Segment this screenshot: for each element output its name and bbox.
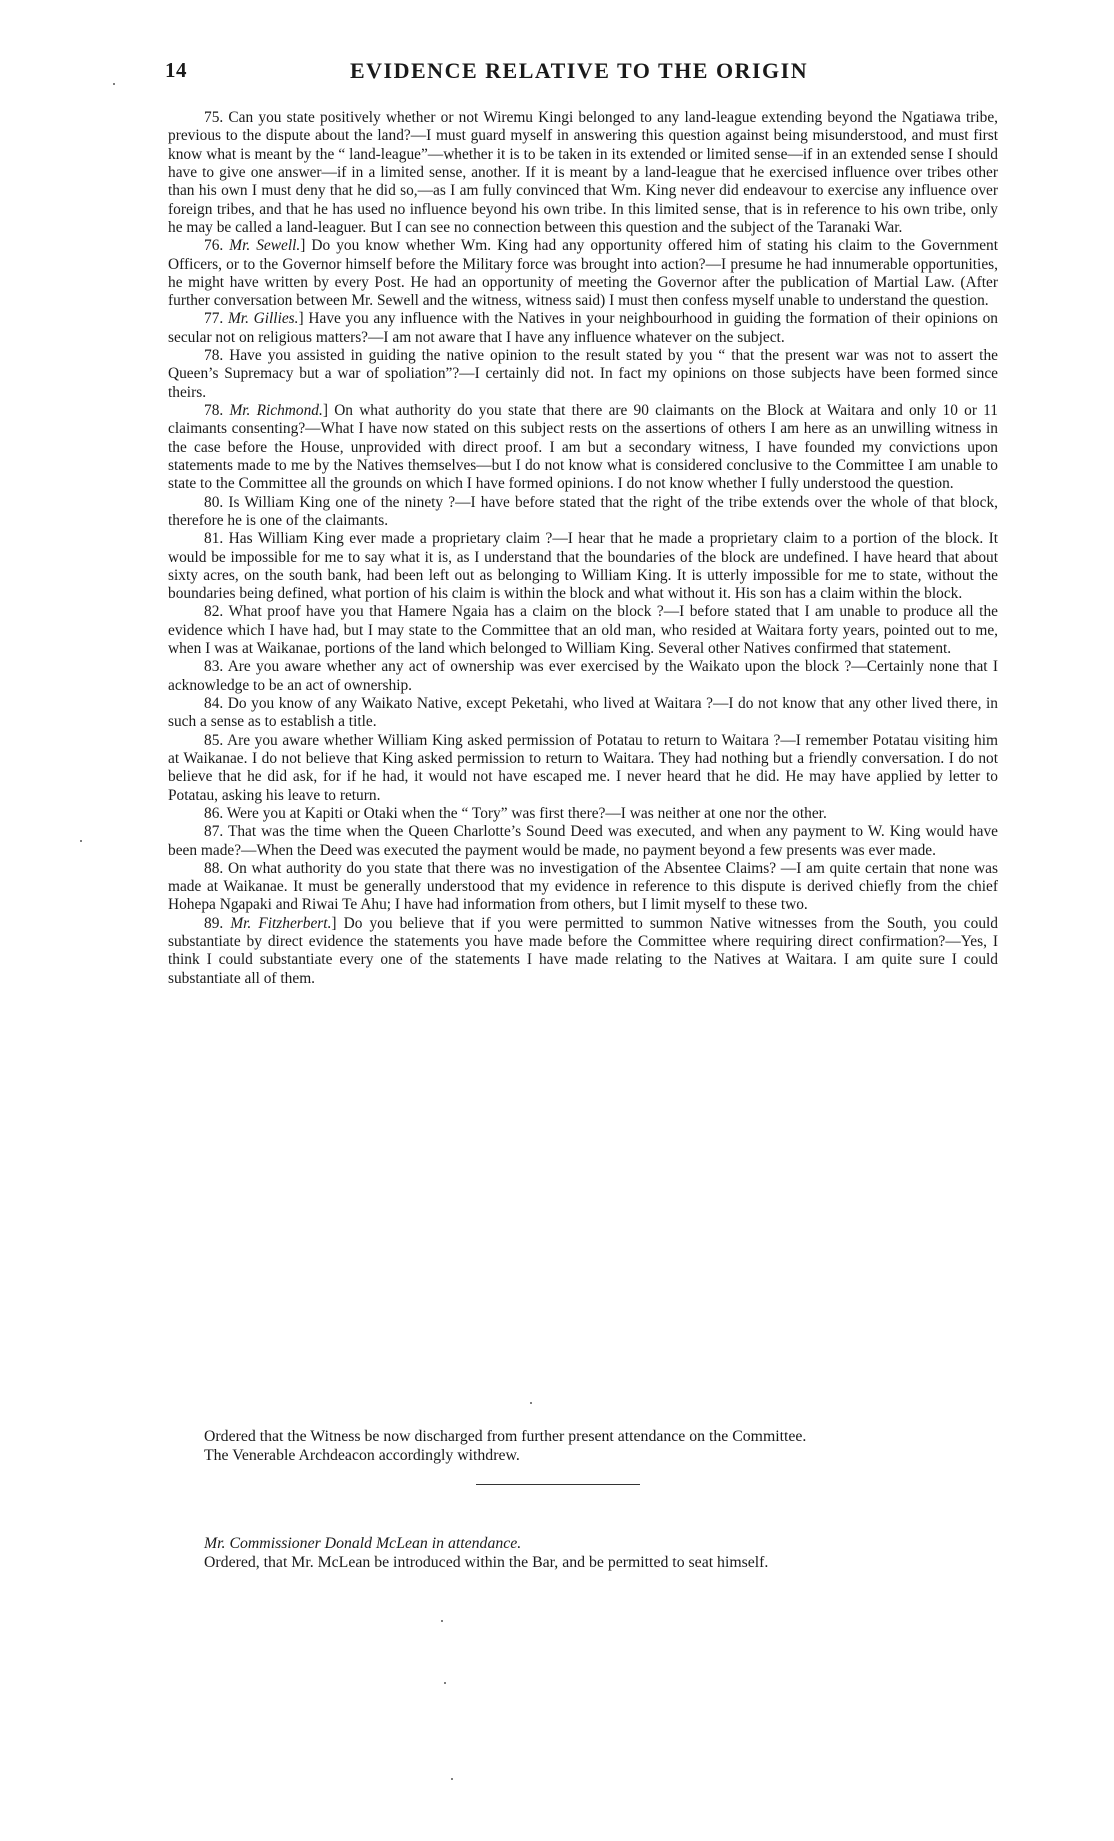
- speaker-name: Mr. Sewell.: [229, 237, 301, 255]
- question-number: 78.: [204, 402, 224, 419]
- question-text: Have you any influence with the Natives in your neighbourhood in guiding the formation of their opinions on secular not on religious matters?—I am not aware that I have any influence whatever on the subject.: [168, 310, 998, 346]
- question-text: Do you believe that if you were permitted to summon Native witnesses from the South, you could substantiate by direct evidence the statements you have made before the Committee where requiring direct confirmation?—Yes, I think I could substantiate every one of the statements I have made relating to the Natives at Waitara. I am quite sure I could substantiate all of them.: [168, 914, 998, 987]
- speaker-name: Mr. Fitzherbert.: [230, 914, 332, 932]
- question-text: 86. Were you at Kapiti or Otaki when the “ Tory” was first there?—I was neither at one nor the other.: [204, 804, 827, 822]
- question-text: 84. Do you know of any Waikato Native, except Peketahi, who lived at Waitara ?—I do not know that any other lived there, in such a sense as to establish a title.: [168, 695, 998, 731]
- running-title: EVIDENCE RELATIVE TO THE ORIGIN: [350, 58, 809, 83]
- question-number: 77.: [204, 310, 224, 328]
- question-text: 85. Are you aware whether William King asked permission of Potatau to return to Waitara ?—I remember Potatau visiting him at Waikanae. I do not believe that King asked permission to return to Waitara. They had nothing but a friendly conversation. I do not believe that he did ask, for if he had, it would not have escaped me. I never heard that he did. He may have applied by letter to Potatau, asking his leave to return.: [168, 731, 998, 804]
- question-text: Do you know whether Wm. King had any opportunity offered him of stating his claim to the Government Officers, or to the Governor himself before the Military force was brought into action?—I presume he had innumerable opportunities, he might have written by every Post. He had an opportunity of meeting the Governor after the publication of Martial Law. (After further conversation between Mr. Sewell and the witness, witness said) I must then confess myself unable to understand the question.: [168, 237, 998, 310]
- question-text: 87. That was the time when the Queen Charlotte’s Sound Deed was executed, and when any payment to W. King would have been made?—When the Deed was executed the payment would be made, no payment beyond a few presents was ever made.: [168, 823, 998, 859]
- margin-speck: [113, 83, 115, 85]
- question-80: [168, 494, 998, 531]
- margin-speck: [441, 1620, 443, 1622]
- discharge-order: [168, 1427, 998, 1465]
- question-78: [168, 347, 998, 402]
- margin-speck: [451, 1778, 453, 1780]
- attendance-note: Mr. Commissioner Donald McLean in attendance.: [204, 1535, 522, 1552]
- margin-speck: [530, 1402, 532, 1404]
- question-86: [168, 805, 998, 823]
- speaker-name: Mr. Richmond.: [229, 402, 323, 419]
- question-87: [168, 823, 998, 860]
- margin-speck: [444, 1682, 446, 1684]
- question-83: [168, 658, 998, 695]
- question-79: 78. Mr. Richmond.] On what authority do you state that there are 90 claimants on the Block at Waitara and only 10 or 11 claimants consenting?—What I have now stated on this subject rests on the assertions of others I am here as an unwilling witness in the case before the House, unprovided with direct proof. I am but a secondary witness, I have founded my convictions upon statements made to me by the Natives themselves—but I do not know what is considered conclusive to the Committee I am unable to state to the Committee all the grounds on which I have formed opinions. I do not know whether I fully understood the question.: [168, 402, 998, 493]
- section-divider: [476, 1484, 640, 1485]
- question-text: On what authority do you state that there are 90 claimants on the Block at Waitara and only 10 or 11 claimants consenting?—What I have now stated on this subject rests on the assertions of others I am here as an unwilling witness in the case before the House, unprovided with direct proof. I am but a secondary witness, I have founded my convictions upon statements made to me by the Natives themselves—but I do not know what is considered conclusive to the Committee I am unable to state to the Committee all the grounds on which I have formed opinions. I do not know whether I fully understood the question.: [168, 402, 998, 493]
- page-number: 14: [165, 58, 187, 82]
- question-76: 76. Mr. Sewell.] Do you know whether Wm. King had any opportunity offered him of stating his claim to the Government Officers, or to the Governor himself before the Military force was brought into action?—I presume he had innumerable opportunities, he might have written by every Post. He had an opportunity of meeting the Governor after the publication of Martial Law. (After further conversation between Mr. Sewell and the witness, witness said) I must then confess myself unable to understand the question.: [168, 237, 998, 310]
- evidence-body: [168, 109, 998, 988]
- question-89: 89. Mr. Fitzherbert.] Do you believe that if you were permitted to summon Native witnesses from the South, you could substantiate by direct evidence the statements you have made before the Committee where requiring direct confirmation?—Yes, I think I could substantiate every one of the statements I have made relating to the Natives at Waitara. I am quite sure I could substantiate all of them.: [168, 914, 998, 987]
- question-88: [168, 860, 998, 915]
- question-84: [168, 695, 998, 732]
- question-82: [168, 603, 998, 658]
- speaker-name: Mr. Gillies.: [227, 310, 299, 328]
- question-text: 83. Are you aware whether any act of ownership was ever exercised by the Waikato upon the block ?—Certainly none that I acknowledge to be an act of ownership.: [168, 658, 998, 694]
- attendance-order: Ordered, that Mr. McLean be introduced within the Bar, and be permitted to seat himself.: [204, 1554, 769, 1571]
- question-text: 80. Is William King one of the ninety ?—I have before stated that the right of the tribe extends over the whole of that block, therefore he is one of the claimants.: [168, 493, 998, 529]
- question-number: 76.: [204, 237, 224, 255]
- order-line: Ordered that the Witness be now discharged from further present attendance on the Committee.: [204, 1428, 807, 1445]
- question-text: 88. On what authority do you state that there was no investigation of the Absentee Claims? —I am quite certain that none was made at Waikanae. It must be generally understood that my evidence in reference to this dispute is derived chiefly from the chief Hohepa Ngapaki and Riwai Te Ahu; I have had information from others, but I limit myself to these two.: [168, 859, 998, 914]
- question-75: [168, 109, 998, 237]
- question-text: 82. What proof have you that Hamere Ngaia has a claim on the block ?—I before stated that I am unable to produce all the evidence which I have had, but I may state to the Committee that an old man, who resided at Waitara forty years, pointed out to me, when I was at Waikanae, portions of the land which belonged to William King. Several other Natives confirmed that statement.: [168, 603, 998, 658]
- question-85: [168, 732, 998, 805]
- question-number: 89.: [204, 914, 224, 932]
- question-text: 78. Have you assisted in guiding the native opinion to the result stated by you “ that the present war was not to assert the Queen’s Supremacy but a war of spoliation”?—I certainly did not. In fact my opinions on those subjects have been formed since theirs.: [168, 347, 998, 401]
- question-81: [168, 530, 998, 603]
- margin-speck: [80, 840, 82, 842]
- attendance-section: [168, 1534, 998, 1572]
- question-text: 81. Has William King ever made a proprietary claim ?—I hear that he made a proprietary claim to a portion of the block. It would be impossible for me to say what it is, as I understand that the boundaries of the block are undefined. I have heard that about sixty acres, on the south bank, had been left out as belonging to William King. It is utterly impossible for me to state, without the boundaries being defined, what portion of his claim is within the block and what without it. His son has a claim within the block.: [168, 530, 998, 603]
- question-77: 77. Mr. Gillies.] Have you any influence with the Natives in your neighbourhood in guiding the formation of their opinions on secular not on religious matters?—I am not aware that I have any influence whatever on the subject.: [168, 310, 998, 346]
- order-line: The Venerable Archdeacon accordingly withdrew.: [204, 1447, 520, 1464]
- question-text: 75. Can you state positively whether or not Wiremu Kingi belonged to any land-league extending beyond the Ngatiawa tribe, previous to the dispute about the land?—I must guard myself in answering this question against being misunderstood, and must first know what is meant by the “ land-league”—whether it is to be taken in its extended or limited sense—if in an extended sense I should have to give one answer—if in a limited sense, another. If it is meant by a land-league that he exercised influence over tribes other than his own I must deny that he did so,—as I am fully convinced that Wm. King never did endeavour to exercise any influence over foreign tribes, and that he has used no influence beyond his own tribe. In this limited sense, that is in reference to his own tribe, only he may be called a land-leaguer. But I can see no connection between this question and the subject of the Taranaki War.: [168, 109, 998, 236]
